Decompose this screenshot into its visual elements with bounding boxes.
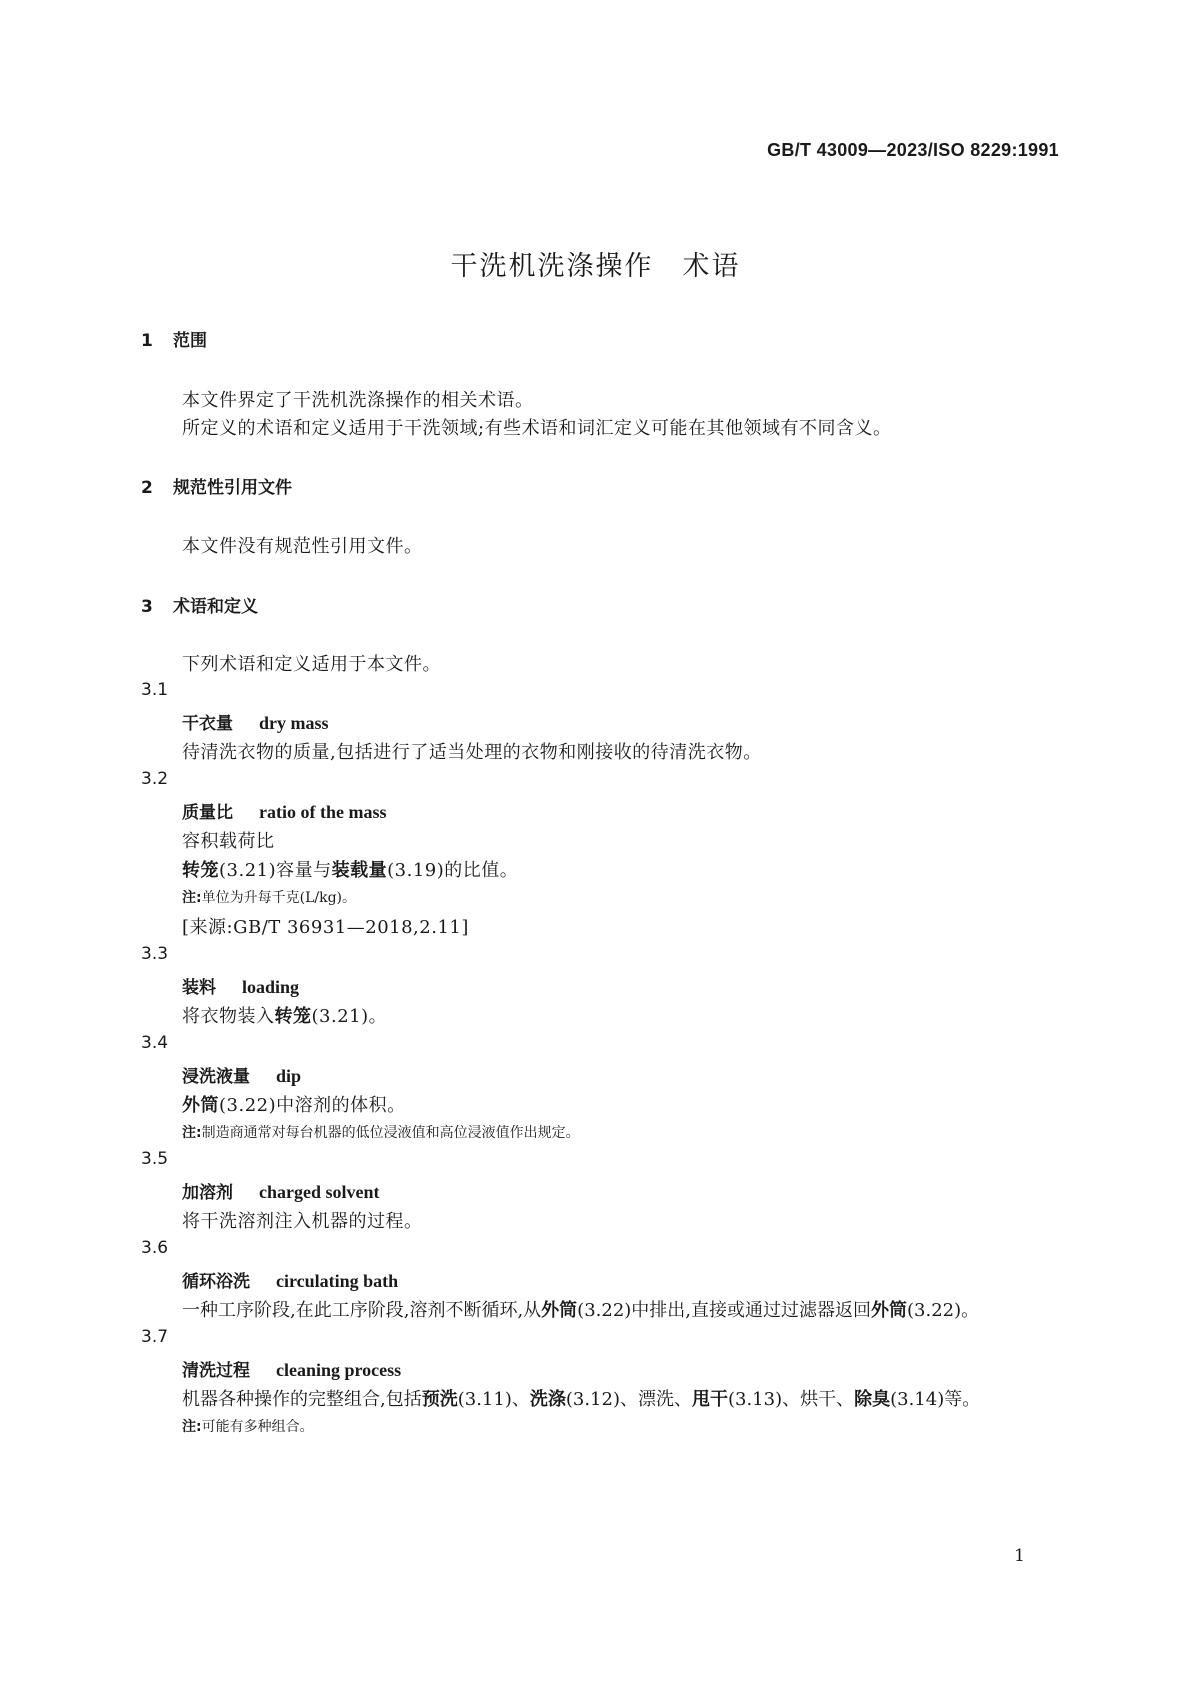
term-number: 3.6: [141, 1238, 169, 1258]
standard-code: GB/T 43009—2023/ISO 8229:1991: [767, 140, 1059, 160]
term-reference: 外筒: [182, 1095, 219, 1116]
term-name: [182, 973, 299, 998]
term-zh: 装料: [182, 978, 216, 998]
term-zh: 加溶剂: [182, 1183, 233, 1203]
term-definition: [182, 1002, 387, 1028]
term-zh: 清洗过程: [182, 1361, 250, 1381]
definition-text: (3.22)。: [907, 1300, 980, 1321]
document-title: 干洗机洗涤操作 术语: [450, 251, 741, 282]
term-en: circulating bath: [276, 1271, 399, 1291]
section-number: 2: [141, 478, 153, 498]
note-label: 注:: [182, 890, 202, 906]
section-title: 规范性引用文件: [173, 478, 292, 498]
definition-text: (3.11)、: [457, 1389, 530, 1410]
section-heading-normative-references: [141, 473, 292, 498]
term-name: [182, 1062, 301, 1087]
term-en: loading: [242, 977, 300, 997]
term-reference: 外筒: [871, 1300, 908, 1321]
page-number: 1: [1014, 1546, 1025, 1566]
term-reference: 除臭: [854, 1389, 891, 1410]
term-definition: 待清洗衣物的质量,包括进行了适当处理的衣物和刚接收的待清洗衣物。: [182, 742, 762, 763]
paragraph: 本文件界定了干洗机洗涤操作的相关术语。: [182, 390, 534, 411]
definition-text: (3.14)等。: [890, 1389, 981, 1410]
term-note: [182, 1416, 314, 1436]
term-reference: 转笼: [274, 1006, 312, 1027]
term-name: [182, 1356, 401, 1381]
section-title: 术语和定义: [173, 597, 258, 617]
term-reference: 外筒: [541, 1300, 578, 1321]
term-reference: 装载量: [331, 860, 388, 881]
term-number: 3.2: [141, 769, 169, 789]
term-name: [182, 798, 386, 823]
term-en: charged solvent: [259, 1182, 380, 1202]
term-zh: 质量比: [182, 803, 233, 823]
term-number: 3.1: [141, 680, 169, 700]
definition-text: (3.12)、漂洗、: [565, 1389, 692, 1410]
note-label: 注:: [182, 1125, 202, 1141]
section-number: 1: [141, 331, 153, 351]
definition-text: 机器各种操作的完整组合,包括: [182, 1389, 422, 1410]
definition-text: (3.19)的比值。: [387, 860, 519, 881]
note-text: 制造商通常对每台机器的低位浸液值和高位浸液值作出规定。: [201, 1125, 580, 1141]
definition-text: (3.21)容量与: [219, 860, 332, 881]
term-synonym: 容积载荷比: [182, 831, 275, 852]
section-heading-scope: [141, 326, 207, 351]
note-label: 注:: [182, 1419, 202, 1435]
term-zh: 循环浴洗: [182, 1272, 250, 1292]
term-zh: 浸洗液量: [182, 1067, 250, 1087]
term-en: cleaning process: [276, 1360, 402, 1380]
term-reference: 转笼: [182, 860, 219, 881]
term-number: 3.3: [141, 944, 169, 964]
term-reference: 预洗: [421, 1389, 458, 1410]
definition-text: 将衣物装入: [182, 1006, 275, 1027]
term-name: [182, 709, 329, 734]
paragraph: 本文件没有规范性引用文件。: [182, 536, 423, 557]
term-number: 3.4: [141, 1033, 169, 1053]
term-definition: 将干洗溶剂注入机器的过程。: [182, 1211, 423, 1232]
term-number: 3.5: [141, 1149, 169, 1169]
term-number: 3.7: [141, 1327, 169, 1347]
section-title: 范围: [173, 331, 207, 351]
section-heading-terms-definitions: [141, 592, 258, 617]
term-en: ratio of the mass: [259, 802, 387, 822]
term-reference: 甩干: [691, 1389, 728, 1410]
term-definition: [182, 1296, 979, 1322]
term-source: [来源:GB/T 36931—2018,2.11]: [182, 917, 469, 938]
term-note: [182, 1122, 580, 1142]
paragraph: 所定义的术语和定义适用于干洗领域;有些术语和词汇定义可能在其他领域有不同含义。: [182, 418, 892, 439]
note-text: 单位为升每千克(L/kg)。: [201, 890, 356, 906]
term-name: [182, 1267, 398, 1292]
term-en: dip: [276, 1066, 302, 1086]
term-zh: 干衣量: [182, 714, 233, 734]
term-reference: 洗涤: [529, 1389, 566, 1410]
definition-text: (3.22)中溶剂的体积。: [219, 1095, 406, 1116]
section-number: 3: [141, 597, 153, 617]
definition-text: 一种工序阶段,在此工序阶段,溶剂不断循环,从: [182, 1300, 542, 1321]
definition-text: (3.22)中排出,直接或通过过滤器返回: [577, 1300, 872, 1321]
definition-text: (3.21)。: [311, 1006, 388, 1027]
paragraph: 下列术语和定义适用于本文件。: [182, 654, 441, 675]
note-text: 可能有多种组合。: [201, 1419, 314, 1435]
term-en: dry mass: [259, 713, 329, 733]
term-note: [182, 887, 356, 907]
definition-text: (3.13)、烘干、: [727, 1389, 855, 1410]
term-definition: [182, 856, 518, 882]
term-definition: [182, 1091, 406, 1117]
term-name: [182, 1178, 380, 1203]
term-definition: [182, 1385, 980, 1411]
